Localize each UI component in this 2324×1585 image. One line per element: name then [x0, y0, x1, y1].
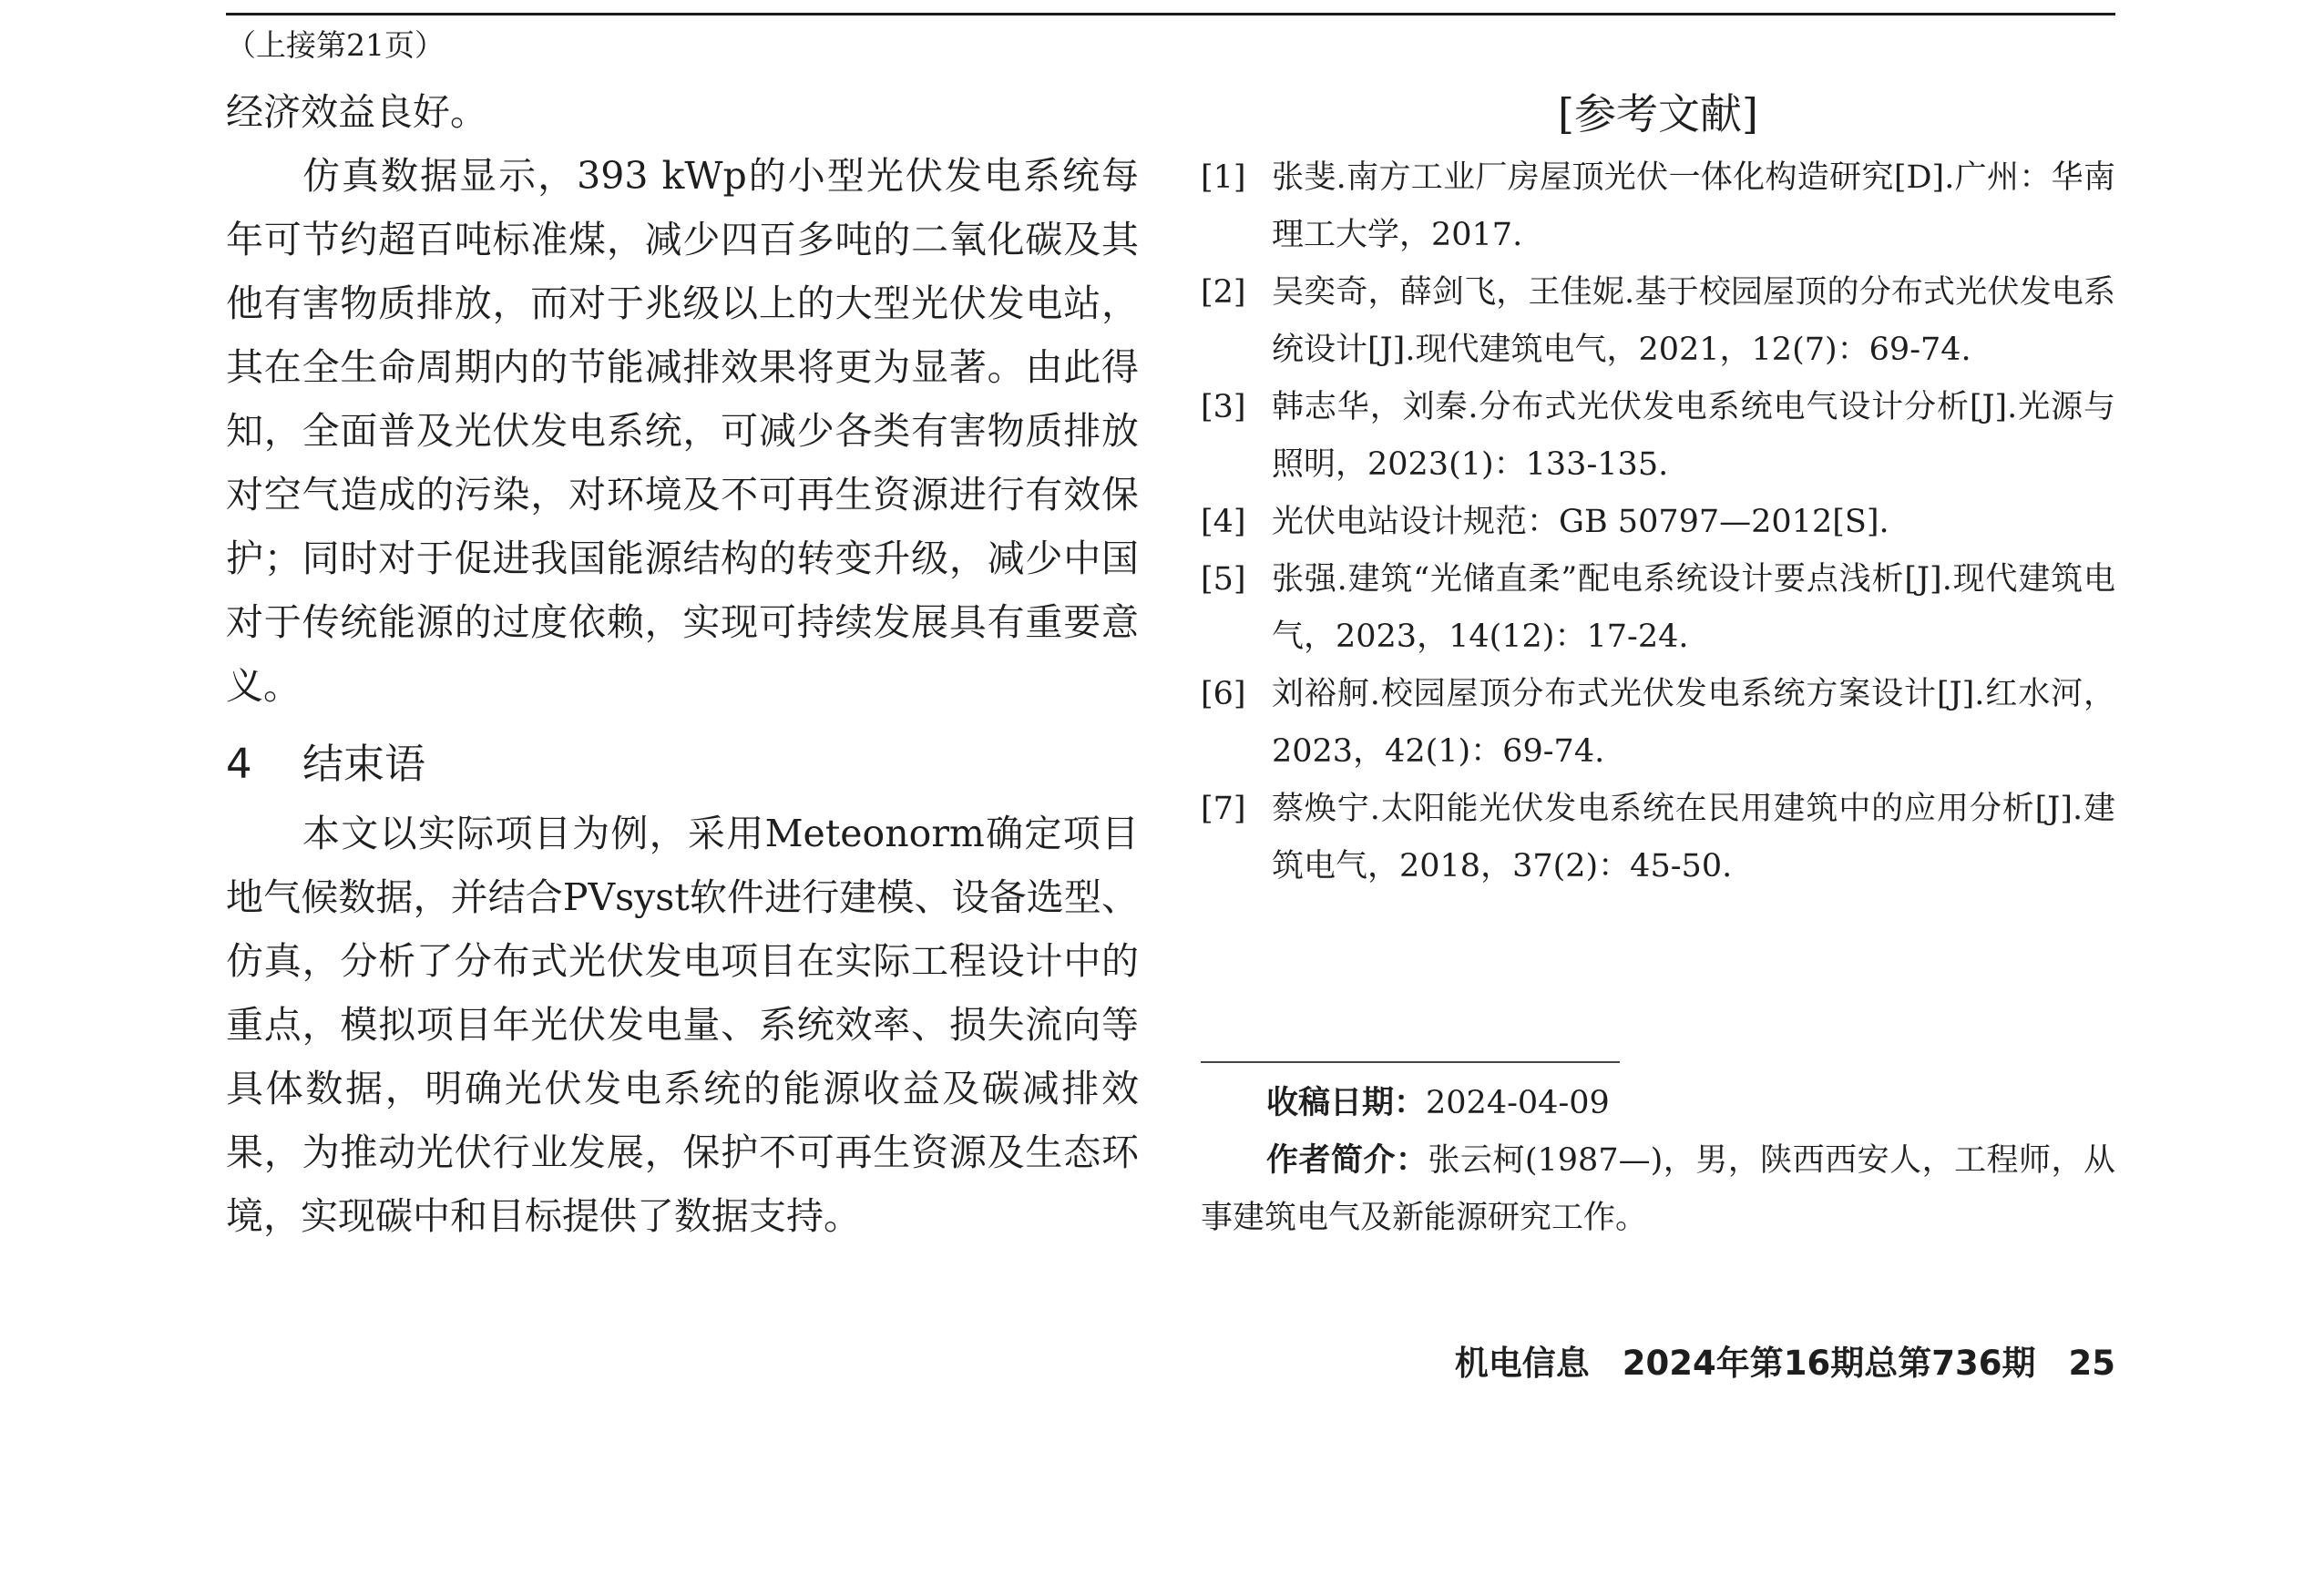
- continued-from-note: （上接第21页）: [226, 27, 445, 63]
- author-label: 作者简介：: [1266, 1142, 1428, 1179]
- paragraph-simulation-results: 仿真数据显示，393 kWp的小型光伏发电系统每年可节约超百吨标准煤，减少四百多吨的二氧化碳及其他有害物质排放，而对于兆级以上的大型光伏发电站，其在全生命周期内的节能减排效果将更为显著。由此得知，全面普及光伏发电系统，可减少各类有害物质排放对空气造成的污染，对环境及不可再生资源进行有效保护；同时对于促进我国能源结构的转变升级，减少中国对于传统能源的过度依赖，实现可持续发展具有重要意义。: [226, 154, 1139, 708]
- reference-text: 蔡焕宁.太阳能光伏发电系统在民用建筑中的应用分析[J].建筑电气，2018，37(2)：45-50.: [1272, 791, 2115, 885]
- references-title: [参考文献]: [1558, 89, 1758, 138]
- paragraph-continued: 经济效益良好。: [226, 90, 487, 134]
- page-footer: [1455, 1338, 2115, 1389]
- reference-number: [3]: [1201, 389, 1246, 425]
- issue-info: 2024年第16期总第736期: [1622, 1344, 2036, 1383]
- reference-item: [1201, 781, 2115, 895]
- reference-text: 光伏电站设计规范：GB 50797—2012[S].: [1272, 504, 1889, 540]
- reference-text: 吴奕奇，薛剑飞，王佳妮.基于校园屋顶的分布式光伏发电系统设计[J].现代建筑电气，2021，12(7)：69-74.: [1272, 274, 2115, 368]
- reference-number: [2]: [1201, 274, 1246, 311]
- received-date: 2024-04-09: [1426, 1085, 1610, 1121]
- reference-text: 张强.建筑“光储直柔”配电系统设计要点浅析[J].现代建筑电气，2023，14(12)：17-24.: [1272, 561, 2115, 655]
- reference-item: [1201, 149, 2115, 264]
- reference-item: [1201, 551, 2115, 666]
- author-bio-note: [1201, 1132, 2115, 1247]
- section-number: 4: [226, 740, 252, 788]
- reference-item: [1201, 666, 2115, 781]
- author-bio: 张云柯(1987—)，男，陕西西安人，工程师，从事建筑电气及新能源研究工作。: [1201, 1142, 2115, 1236]
- reference-text: 刘裕舸.校园屋顶分布式光伏发电系统方案设计[J].红水河，2023，42(1)：69-74.: [1272, 676, 2115, 770]
- reference-item: [1201, 264, 2115, 379]
- top-rule: [226, 13, 2115, 15]
- left-column: [226, 80, 1139, 1248]
- received-date-note: [1201, 1075, 2115, 1132]
- paragraph-conclusion: 本文以实际项目为例，采用Meteonorm确定项目地气候数据，并结合PVsyst软件进行建模、设备选型、仿真，分析了分布式光伏发电项目在实际工程设计中的重点，模拟项目年光伏发电量、系统效率、损失流向等具体数据，明确光伏发电系统的能源收益及碳减排效果，为推动光伏行业发展，保护不可再生资源及生态环境，实现碳中和目标提供了数据支持。: [226, 812, 1139, 1238]
- reference-number: [1]: [1201, 159, 1246, 196]
- reference-number: [5]: [1201, 561, 1246, 598]
- journal-name: 机电信息: [1454, 1344, 1590, 1383]
- section-heading: [226, 732, 1139, 796]
- reference-number: [4]: [1201, 504, 1246, 540]
- reference-number: [6]: [1201, 676, 1246, 712]
- reference-number: [7]: [1201, 791, 1246, 827]
- references-column: [1201, 80, 2115, 895]
- reference-text: 张斐.南方工业厂房屋顶光伏一体化构造研究[D].广州：华南理工大学，2017.: [1272, 159, 2115, 253]
- reference-item: [1201, 379, 2115, 494]
- reference-item: [1201, 494, 2115, 551]
- page-number: 25: [2068, 1344, 2115, 1383]
- footnote-rule: [1201, 1061, 1620, 1063]
- reference-text: 韩志华，刘秦.分布式光伏发电系统电气设计分析[J].光源与照明，2023(1)：133-135.: [1272, 389, 2115, 483]
- section-title: 结束语: [302, 740, 426, 788]
- received-label: 收稿日期：: [1266, 1085, 1427, 1121]
